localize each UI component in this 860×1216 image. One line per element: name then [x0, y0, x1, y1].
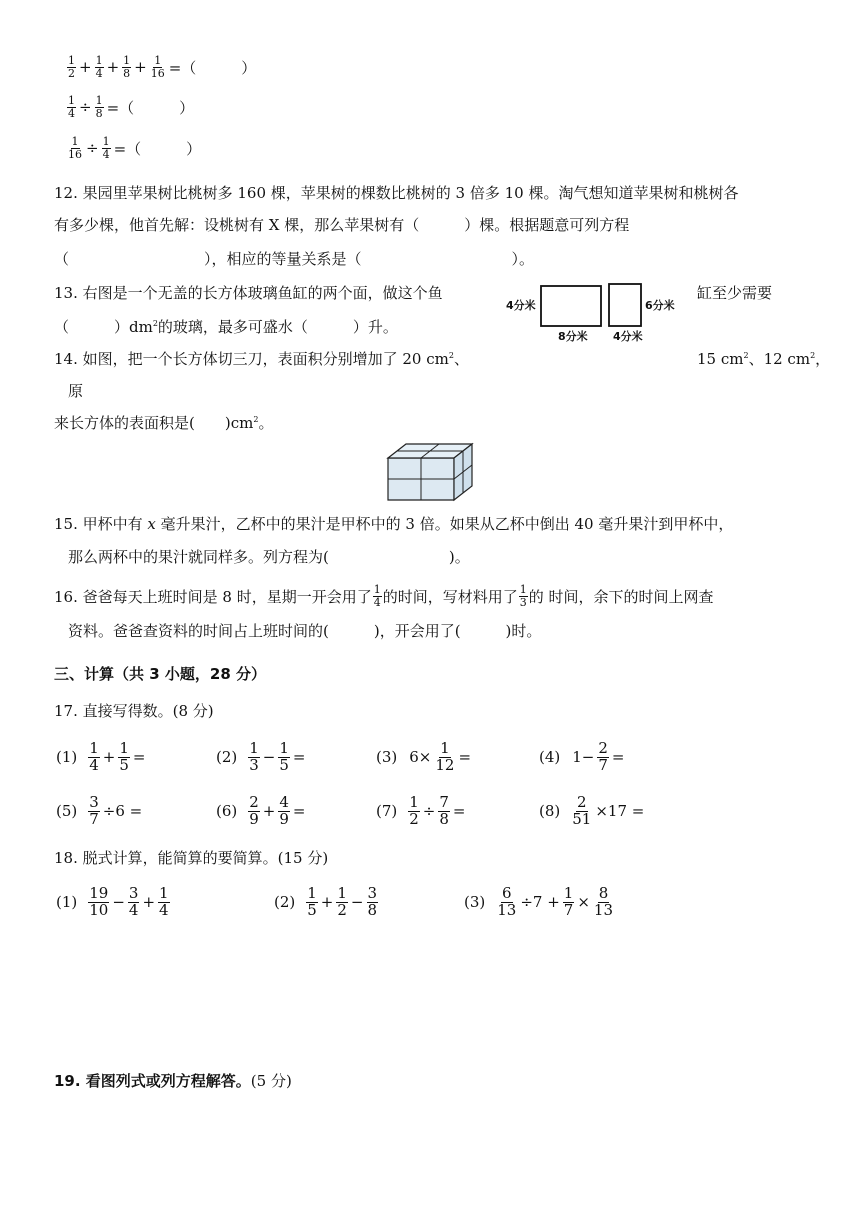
q17-item-label: (1) [56, 748, 78, 766]
q16-line-2: 资料。爸爸查资料的时间占上班时间的( )，开会用了( )时。 [68, 622, 542, 640]
fraction-3-1 [67, 136, 83, 160]
q13-line-2-b: 的玻璃，最多可盛水（ ）升。 [157, 318, 398, 336]
q16-line-1 [54, 580, 714, 612]
q17-item-2 [214, 737, 308, 777]
fraction-1-4-den: 16 [150, 66, 165, 80]
q18-item-1 [54, 882, 171, 922]
q18-fraction [158, 883, 170, 919]
q17-fraction-den: 7 [598, 755, 608, 774]
operator: = [132, 748, 146, 766]
q13-line-2-a: （ ）dm [54, 318, 153, 336]
q17-fraction [248, 792, 260, 828]
q17-fraction [278, 738, 290, 774]
q13-sup: 2 [152, 319, 158, 328]
q17-fraction-num: 4 [279, 792, 289, 811]
q17-item-5 [54, 791, 144, 831]
q18-fraction-den: 8 [367, 900, 378, 919]
q17-fraction-den: 8 [439, 809, 449, 828]
q19-title [54, 1074, 292, 1089]
q17-fraction-den: 51 [572, 809, 592, 828]
q17-fraction [434, 738, 455, 774]
section-3-heading: 三、计算（共 3 小题，28 分） [54, 665, 266, 683]
operator: − [350, 893, 364, 911]
q18-fraction-num: 3 [367, 883, 378, 902]
fig-right-side-label: 6分米 [645, 299, 675, 312]
operator: × [577, 893, 590, 911]
q17-item-4 [537, 737, 627, 777]
q17-item-label: (6) [216, 802, 238, 820]
q13-line-1-right: 缸至少需要 [697, 284, 773, 302]
q18-fraction-den: 7 [563, 900, 574, 919]
q16-frac-2-den: 3 [519, 595, 527, 609]
operator: − [262, 748, 276, 766]
fraction-2-1-den: 4 [68, 106, 75, 120]
q18-fraction-num: 3 [128, 883, 139, 902]
q17-fraction-den: 9 [279, 809, 289, 828]
q12-line-2: 有多少棵，他首先解：设桃树有 X 棵，那么苹果树有（ ）棵。根据题意可列方程 [54, 216, 630, 234]
operator: ÷ [86, 139, 99, 157]
q17-fraction-num: 1 [249, 738, 259, 757]
q17-item-7 [374, 791, 468, 831]
fraction-line-3 [66, 133, 203, 163]
q17-title: 17. 直接写得数。(8 分) [54, 702, 214, 720]
q18-item-label: (2) [274, 893, 296, 911]
operator: − [112, 893, 125, 911]
fraction-3-2-num: 1 [102, 134, 110, 148]
operator: ÷ [79, 98, 92, 116]
q14-sup-1: 2 [448, 351, 454, 360]
q18-fraction-den: 13 [593, 900, 614, 919]
fraction-3-2 [102, 136, 111, 160]
q17-fraction-num: 1 [440, 738, 450, 757]
q16-frac-1-den: 4 [373, 595, 381, 609]
q17-fraction [88, 792, 100, 828]
q18-fraction [88, 883, 109, 919]
fraction-1-3 [122, 55, 131, 79]
q17-fraction [278, 792, 290, 828]
operator: = [452, 802, 466, 820]
q14-line-2: 原 [68, 382, 84, 400]
q17-fraction-den: 9 [249, 809, 259, 828]
q18-fraction-num: 8 [598, 883, 609, 902]
q14-text-a: 14. 如图，把一个长方体切三刀，表面积分别增加了 20 cm [54, 350, 449, 368]
q17-fraction-den: 5 [279, 755, 289, 774]
q17-fraction [118, 738, 130, 774]
q13-line-2 [54, 320, 398, 335]
q16-frac-2 [519, 584, 528, 608]
q18-fraction-den: 4 [159, 900, 169, 919]
q17-fraction [597, 738, 609, 774]
fraction-1-4-num: 1 [154, 53, 162, 67]
q17-item-label: (2) [216, 748, 238, 766]
q17-fraction-num: 2 [249, 792, 259, 811]
fraction-1-2 [95, 55, 104, 79]
q12-line-3: （ ），相应的等量关系是（ ）。 [54, 250, 535, 268]
q17-fraction [88, 738, 100, 774]
fraction-line-1 [66, 52, 258, 82]
fraction-2-1 [67, 95, 76, 119]
q18-item-2 [272, 882, 379, 922]
q18-fraction [336, 883, 348, 919]
answer-blank: =（ ） [113, 139, 202, 158]
operator: + [106, 58, 120, 76]
q16-line-1-a: 16. 爸爸每天上班时间是 8 时，星期一开会用了 [54, 587, 372, 606]
q16-frac-1-num: 1 [373, 582, 381, 596]
fraction-2-2 [95, 95, 104, 119]
fraction-1-1-den: 2 [68, 66, 75, 80]
q18-fraction-num: 1 [159, 883, 169, 902]
q18-item-3 [462, 882, 615, 922]
fig-left-side-label: 4分米 [506, 299, 536, 312]
q17-fraction-num: 1 [89, 738, 99, 757]
q18-fraction [593, 883, 614, 919]
q13-line-1-left: 13. 右图是一个无盖的长方体玻璃鱼缸的两个面，做这个鱼 [54, 284, 443, 302]
q17-fraction-den: 3 [249, 755, 259, 774]
q16-frac-2-num: 1 [519, 582, 527, 596]
fraction-1-4 [150, 55, 166, 79]
q14-right-c: ， [815, 350, 831, 368]
q14-sup-2: 2 [743, 351, 749, 360]
fraction-1-3-den: 8 [123, 66, 131, 80]
q17-fraction-num: 2 [598, 738, 608, 757]
q18-fraction-num: 1 [337, 883, 347, 902]
q17-fraction-den: 5 [119, 755, 129, 774]
q14-line-3-b: 。 [258, 414, 274, 432]
q18-fraction [306, 883, 318, 919]
q17-item-label: (3) [376, 748, 398, 766]
q19-title-rest: (5 分) [250, 1072, 292, 1090]
q17-fraction [438, 792, 450, 828]
q17-item-label: (4) [539, 748, 561, 766]
operator: + [320, 893, 334, 911]
q18-fraction-den: 13 [497, 900, 517, 919]
q17-fraction [571, 792, 592, 828]
side-face-rect [609, 284, 641, 326]
q17-fraction-num: 2 [577, 792, 587, 811]
q18-fraction-num: 6 [502, 883, 512, 902]
operator: + [134, 58, 147, 76]
q18-fraction [128, 883, 140, 919]
fraction-3-1-num: 1 [71, 134, 79, 148]
q17-fraction-num: 3 [89, 792, 99, 811]
q18-fraction-den: 4 [128, 900, 139, 919]
fraction-1-3-num: 1 [123, 53, 131, 67]
q14-line-3-a: 来长方体的表面积是( )cm [54, 414, 254, 432]
fraction-1-1 [67, 55, 76, 79]
operator: 6× [409, 748, 432, 766]
q17-fraction-num: 1 [409, 792, 419, 811]
q18-fraction-num: 19 [89, 883, 109, 902]
fraction-2-2-num: 1 [95, 93, 103, 107]
fraction-2-2-den: 8 [95, 106, 103, 120]
fraction-3-1-den: 16 [68, 147, 82, 161]
q15-line-1 [54, 517, 733, 532]
operator: = [292, 748, 306, 766]
fraction-1-2-den: 4 [95, 66, 103, 80]
q14-text-b: 、 [453, 350, 469, 368]
q17-fraction-num: 7 [439, 792, 449, 811]
q14-line-3 [54, 416, 273, 431]
operator: 1− [572, 748, 595, 766]
q17-item-label: (5) [56, 802, 78, 820]
q14-sup-4: 2 [253, 415, 259, 424]
fraction-line-2 [66, 92, 196, 122]
operator: ÷7 + [520, 893, 560, 911]
fig-left-bottom-label: 8分米 [558, 330, 588, 343]
q17-fraction [248, 738, 260, 774]
cut-cuboid-figure [384, 440, 476, 504]
q15-var: x [147, 515, 156, 533]
q18-fraction-num: 1 [563, 883, 574, 902]
operator: = [458, 748, 472, 766]
q17-item-8 [537, 791, 646, 831]
fig-right-bottom-label: 4分米 [613, 330, 643, 343]
q17-item-6 [214, 791, 308, 831]
q17-fraction-den: 7 [89, 809, 99, 828]
answer-blank: =（ ） [106, 98, 195, 117]
q19-title-bold: 19. 看图列式或列方程解答。 [54, 1072, 251, 1090]
q18-item-label: (1) [56, 893, 78, 911]
front-face-rect [541, 286, 601, 326]
q15-line-1-a: 15. 甲杯中有 [54, 515, 148, 533]
q17-item-3 [374, 737, 473, 777]
q17-fraction-den: 4 [89, 755, 99, 774]
q16-line-1-b: 的时间，写材料用了 [382, 587, 518, 606]
q18-item-label: (3) [464, 893, 486, 911]
q18-fraction-num: 1 [307, 883, 317, 902]
fraction-2-1-num: 1 [68, 93, 75, 107]
operator: = [611, 748, 625, 766]
q17-fraction-num: 1 [119, 738, 129, 757]
operator: = [292, 802, 306, 820]
operator: + [102, 748, 116, 766]
q18-title: 18. 脱式计算，能简算的要简算。(15 分) [54, 849, 329, 867]
q17-fraction-num: 1 [279, 738, 289, 757]
q18-fraction-den: 10 [89, 900, 109, 919]
q18-fraction-den: 5 [307, 900, 317, 919]
q17-item-label: (8) [539, 802, 561, 820]
operator: ×17 = [595, 802, 645, 820]
operator: ÷6 = [102, 802, 143, 820]
fraction-3-2-den: 4 [102, 147, 110, 161]
fraction-1-1-num: 1 [68, 53, 75, 67]
q17-item-label: (7) [376, 802, 398, 820]
operator: ÷ [422, 802, 436, 820]
q12-line-1: 12. 果园里苹果树比桃树多 160 棵，苹果树的棵数比桃树的 3 倍多 10 棵。淘气想知道苹果树和桃树各 [54, 184, 739, 202]
operator: + [142, 893, 156, 911]
fraction-1-2-num: 1 [95, 53, 103, 67]
q17-fraction [408, 792, 420, 828]
q14-right-a: 15 cm [697, 350, 744, 368]
q16-line-1-c: 的 时间，余下的时间上网查 [528, 587, 714, 606]
q14-sup-3: 2 [810, 351, 816, 360]
answer-blank: =（ ） [168, 58, 257, 77]
q18-fraction-den: 2 [337, 900, 347, 919]
operator: + [79, 58, 92, 76]
q18-fraction [367, 883, 379, 919]
q17-fraction-den: 12 [435, 755, 455, 774]
q15-line-1-b: 毫升果汁，乙杯中的果汁是甲杯中的 3 倍。如果从乙杯中倒出 40 毫升果汁到甲杯中， [155, 515, 734, 533]
q18-fraction [496, 883, 517, 919]
q15-line-2: 那么两杯中的果汁就同样多。列方程为( )。 [68, 548, 470, 566]
q14-line-1-left [54, 352, 469, 367]
q17-item-1 [54, 737, 148, 777]
q14-right-b: 、12 cm [748, 350, 811, 368]
q18-fraction [563, 883, 575, 919]
operator: + [262, 802, 276, 820]
q16-frac-1 [373, 584, 382, 608]
q17-fraction-den: 2 [409, 809, 419, 828]
q14-line-1-right [697, 352, 830, 367]
